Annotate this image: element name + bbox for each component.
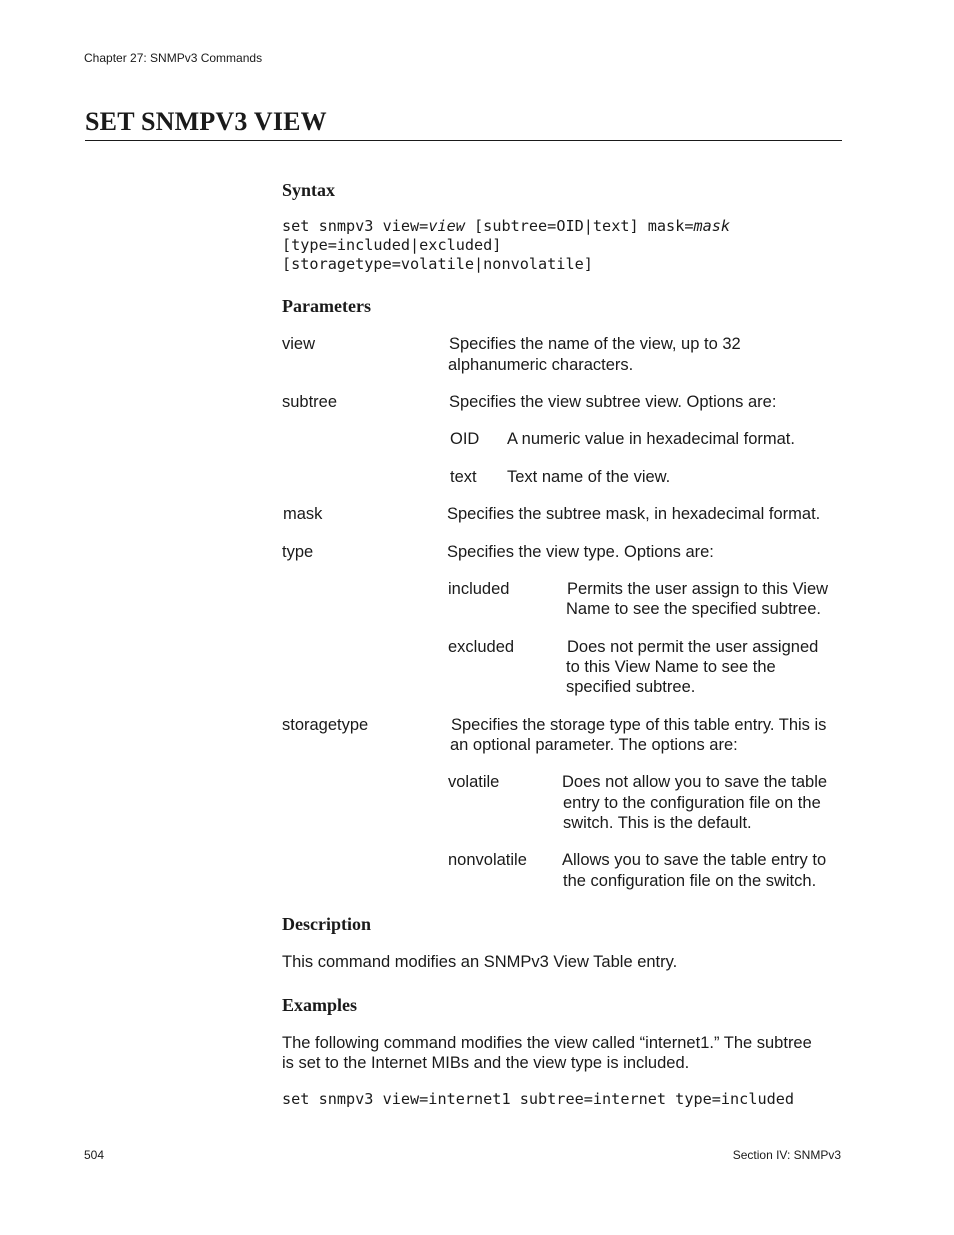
syntax-line-3: [storagetype=volatile|nonvolatile] bbox=[282, 255, 593, 273]
syntax-heading: Syntax bbox=[282, 180, 336, 200]
param-storagetype-name: storagetype bbox=[282, 716, 369, 734]
param-subtree-name: subtree bbox=[282, 393, 338, 411]
option-text-name: text bbox=[450, 468, 477, 486]
syntax-line-2: [type=included|excluded] bbox=[282, 236, 502, 254]
syntax-var-mask: mask bbox=[693, 217, 731, 235]
param-storagetype-desc-1: Specifies the storage type of this table entry. This is bbox=[451, 716, 827, 734]
option-nonvolatile-desc-1: Allows you to save the table entry to bbox=[562, 851, 827, 869]
option-excluded-desc-3: specified subtree. bbox=[566, 678, 696, 696]
parameters-heading: Parameters bbox=[282, 296, 371, 316]
section-footer: Section IV: SNMPv3 bbox=[732, 1148, 841, 1162]
examples-heading: Examples bbox=[282, 995, 358, 1015]
param-view-desc-1: Specifies the name of the view, up to 32 bbox=[449, 335, 741, 353]
param-mask-desc: Specifies the subtree mask, in hexadecimal format. bbox=[447, 505, 821, 523]
param-type-desc: Specifies the view type. Options are: bbox=[447, 543, 714, 561]
option-nonvolatile-name: nonvolatile bbox=[448, 851, 527, 869]
examples-text-1: The following command modifies the view called “internet1.” The subtree bbox=[282, 1034, 812, 1052]
option-nonvolatile-desc-2: the configuration file on the switch. bbox=[563, 872, 817, 890]
param-mask-name: mask bbox=[283, 505, 323, 523]
description-text: This command modifies an SNMPv3 View Table entry. bbox=[282, 953, 678, 971]
param-type-name: type bbox=[282, 543, 314, 561]
option-included-desc-2: Name to see the specified subtree. bbox=[566, 600, 821, 618]
title-rule bbox=[85, 140, 842, 141]
param-subtree-desc: Specifies the view subtree view. Options are: bbox=[449, 393, 777, 411]
page-number: 504 bbox=[84, 1148, 105, 1162]
syntax-part: [subtree=OID|text] mask= bbox=[464, 217, 694, 235]
option-text-desc: Text name of the view. bbox=[507, 468, 671, 486]
param-storagetype-desc-2: an optional parameter. The options are: bbox=[450, 736, 738, 754]
option-volatile-desc-3: switch. This is the default. bbox=[563, 814, 752, 832]
option-excluded-desc-1: Does not permit the user assigned bbox=[567, 638, 819, 656]
option-excluded-name: excluded bbox=[448, 638, 515, 656]
option-oid-name: OID bbox=[450, 430, 480, 448]
option-excluded-desc-2: to this View Name to see the bbox=[566, 658, 776, 676]
option-volatile-name: volatile bbox=[448, 773, 500, 791]
option-volatile-desc-2: entry to the configuration file on the bbox=[563, 794, 821, 812]
examples-text-2: is set to the Internet MIBs and the view type is included. bbox=[282, 1054, 690, 1072]
syntax-var-view: view bbox=[428, 217, 465, 235]
syntax-part: set snmpv3 view= bbox=[282, 217, 429, 235]
option-included-desc-1: Permits the user assign to this View bbox=[567, 580, 829, 598]
syntax-line-1 bbox=[282, 217, 730, 236]
param-view-name: view bbox=[282, 335, 316, 353]
param-view-desc-2: alphanumeric characters. bbox=[448, 356, 634, 374]
running-header: Chapter 27: SNMPv3 Commands bbox=[84, 51, 263, 65]
option-included-name: included bbox=[448, 580, 510, 598]
description-heading: Description bbox=[282, 914, 371, 934]
option-oid-desc: A numeric value in hexadecimal format. bbox=[507, 430, 795, 448]
option-volatile-desc-1: Does not allow you to save the table bbox=[562, 773, 828, 791]
page-title: SET SNMPV3 VIEW bbox=[85, 107, 327, 136]
examples-code: set snmpv3 view=internet1 subtree=internet type=included bbox=[282, 1090, 795, 1108]
